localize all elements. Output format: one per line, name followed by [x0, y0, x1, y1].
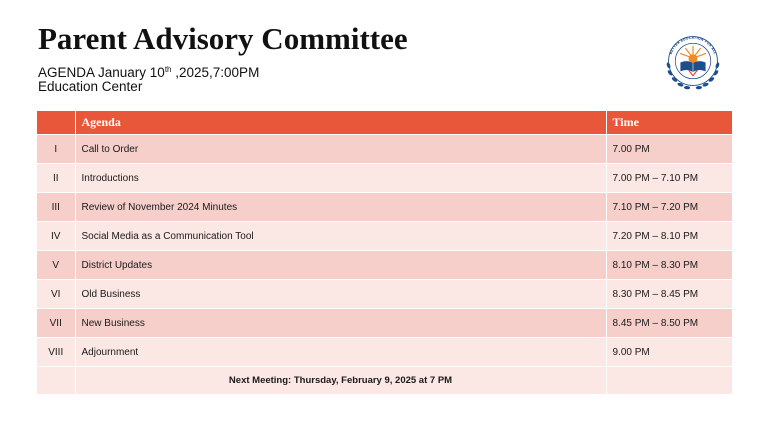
table-row: [37, 251, 732, 280]
item-number: VIII: [37, 338, 75, 367]
date-ordinal-suffix: th: [164, 65, 172, 74]
item-time: 7.10 PM – 7.20 PM: [606, 193, 732, 222]
item-number: V: [37, 251, 75, 280]
item-time: 7.00 PM – 7.10 PM: [606, 164, 732, 193]
item-time: 7.20 PM – 8.10 PM: [606, 222, 732, 251]
meeting-location: Education Center: [38, 79, 143, 94]
item-number: III: [37, 193, 75, 222]
agenda-item: Introductions: [75, 164, 606, 193]
school-logo-icon: [656, 24, 730, 98]
item-time: 9.00 PM: [606, 338, 732, 367]
next-meeting-note: Next Meeting: Thursday, February 9, 2025 at 7 PM: [75, 367, 606, 395]
logo-arc-text: BETTER EDUCATION FOR ALL: [668, 35, 718, 55]
table-row: [37, 309, 732, 338]
agenda-item: Review of November 2024 Minutes: [75, 193, 606, 222]
item-number: IV: [37, 222, 75, 251]
footer-empty-cell: [37, 367, 75, 395]
item-number: VI: [37, 280, 75, 309]
item-number: I: [37, 135, 75, 164]
agenda-table: [37, 111, 732, 395]
footer-empty-cell: [606, 367, 732, 395]
page-title: Parent Advisory Committee: [38, 21, 408, 56]
item-time: 8.30 PM – 8.45 PM: [606, 280, 732, 309]
item-time: 8.10 PM – 8.30 PM: [606, 251, 732, 280]
table-row: [37, 135, 732, 164]
table-row: [37, 222, 732, 251]
next-meeting-row: [37, 367, 732, 395]
table-row: [37, 280, 732, 309]
agenda-date-text: AGENDA January 10: [38, 65, 165, 80]
table-header-row: [37, 111, 732, 135]
item-number: II: [37, 164, 75, 193]
agenda-item: Social Media as a Communication Tool: [75, 222, 606, 251]
item-time: 8.45 PM – 8.50 PM: [606, 309, 732, 338]
table-row: [37, 193, 732, 222]
header-number: [37, 111, 75, 135]
header-time: Time: [606, 111, 732, 135]
agenda-item: Old Business: [75, 280, 606, 309]
agenda-item: Adjournment: [75, 338, 606, 367]
agenda-item: New Business: [75, 309, 606, 338]
item-time: 7.00 PM: [606, 135, 732, 164]
item-number: VII: [37, 309, 75, 338]
table-row: [37, 164, 732, 193]
agenda-year-time: ,2025,7:00PM: [171, 65, 260, 80]
agenda-item: Call to Order: [75, 135, 606, 164]
table-row: [37, 338, 732, 367]
agenda-item: District Updates: [75, 251, 606, 280]
header-agenda: Agenda: [75, 111, 606, 135]
